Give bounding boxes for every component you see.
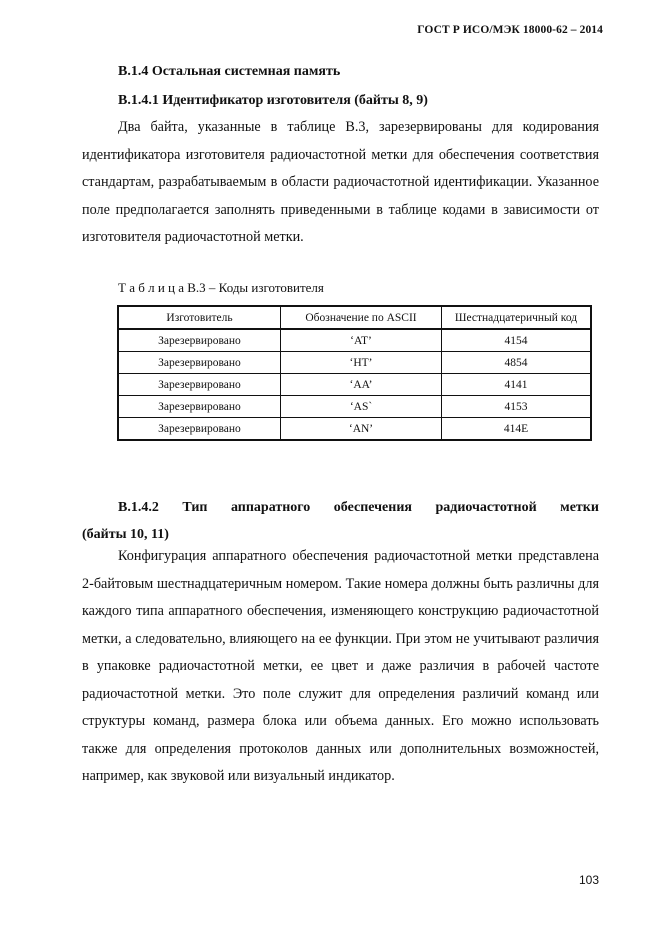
column-header-ascii: Обозначение по ASCII <box>281 306 442 329</box>
manufacturer-codes-table <box>117 305 592 441</box>
page-number: 103 <box>578 873 599 887</box>
column-header-hex: Шестнадцатеричный код <box>442 306 592 329</box>
section-heading-b14: В.1.4 Остальная системная память <box>118 64 341 79</box>
cell-hex: 4854 <box>442 352 592 374</box>
cell-manufacturer: Зарезервировано <box>118 418 281 441</box>
table-row <box>118 374 591 396</box>
cell-manufacturer: Зарезервировано <box>118 374 281 396</box>
cell-manufacturer: Зарезервировано <box>118 396 281 418</box>
cell-manufacturer: Зарезервировано <box>118 352 281 374</box>
table-row <box>118 352 591 374</box>
cell-ascii: ‘AS` <box>281 396 442 418</box>
cell-hex: 4141 <box>442 374 592 396</box>
cell-ascii: ‘AT’ <box>281 329 442 352</box>
cell-hex: 414E <box>442 418 592 441</box>
heading-line-2: (байты 10, 11) <box>82 527 169 542</box>
table-row <box>118 418 591 441</box>
cell-ascii: ‘AN’ <box>281 418 442 441</box>
heading-word: метки <box>560 500 599 515</box>
table-row <box>118 329 591 352</box>
heading-word: обеспечения <box>333 500 412 515</box>
paragraph-manufacturer-id <box>82 114 599 252</box>
heading-word: радиочастотной <box>435 500 537 515</box>
paragraph-hardware-type <box>82 543 599 791</box>
paragraph-text: Конфигурация аппаратного обеспечения радиочастотной метки представлена 2-байтовым шестнадцатеричным номером. Такие номера должны быть различны для каждого типа аппаратного обеспечения, изменяющего конструкцию радиочастотной метки, а следовательно, влияющего на ее функции. При этом не учитывают различия в упаковке радиочастотной метки, ее цвет и даже различия в рабочей частоте радиочастотной метки. Это поле служит для определения различий команд или структуры команд, размера блока или объема данных. Его можно использовать также для определения протоколов данных или дополнительных возможностей, например, как звуковой или визуальный индикатор. <box>82 548 599 784</box>
table-header-row <box>118 306 591 329</box>
document-header: ГОСТ Р ИСО/МЭК 18000-62 – 2014 <box>417 24 603 36</box>
section-heading-b141: В.1.4.1 Идентификатор изготовителя (байты 8, 9) <box>118 93 428 108</box>
cell-hex: 4153 <box>442 396 592 418</box>
cell-ascii: ‘HT’ <box>281 352 442 374</box>
heading-word: аппаратного <box>230 500 311 515</box>
heading-line-1 <box>82 494 599 521</box>
section-heading-b142 <box>82 494 599 548</box>
cell-ascii: ‘AA’ <box>281 374 442 396</box>
heading-word: В.1.4.2 <box>118 500 159 515</box>
column-header-manufacturer: Изготовитель <box>118 306 281 329</box>
table-row <box>118 396 591 418</box>
cell-manufacturer: Зарезервировано <box>118 329 281 352</box>
cell-hex: 4154 <box>442 329 592 352</box>
table-caption: Т а б л и ц а В.3 – Коды изготовителя <box>118 280 324 295</box>
heading-word: Тип <box>182 500 208 515</box>
paragraph-text: Два байта, указанные в таблице В.3, зарезервированы для кодирования идентификатора изготовителя радиочастотной метки для обеспечения соответствия стандартам, разрабатываемым в области радиочастотной идентификации. Указанное поле предполагается заполнять приведенными в таблице кодами в зависимости от изготовителя радиочастотной метки. <box>82 119 599 245</box>
